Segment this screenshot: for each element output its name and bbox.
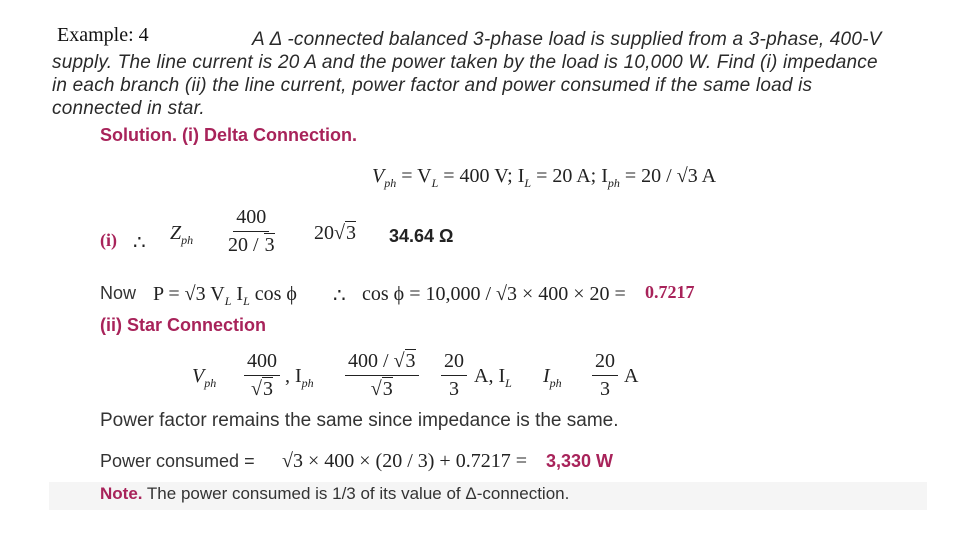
star-f1-denominator: 3 (262, 378, 273, 400)
fraction-denominator-sqrt: 3 (264, 234, 275, 256)
problem-line-4: connected in star. (52, 98, 205, 119)
star-iph2-subscript: ph (549, 376, 562, 390)
problem-line-3: in each branch (ii) the line current, power factor and power consumed if the same load is (52, 75, 813, 96)
vph-symbol: V (372, 165, 385, 187)
power-i: I (236, 283, 244, 305)
star-iph2-symbol: I (543, 365, 550, 387)
star-fraction-2: $\frac{400 / √3}{√3}$ (345, 350, 419, 401)
il-subscript: L (524, 176, 532, 190)
zph-subscript: ph (181, 233, 194, 247)
note-text: The power consumed is 1/3 of its value of Δ-connection. (146, 484, 570, 503)
note-line (100, 484, 569, 504)
star-fraction-3 (441, 350, 467, 401)
problem-line-2: supply. The line current is 20 A and the power taken by the load is 10,000 W. Find (i) impedance (52, 52, 878, 73)
note-label: Note. (100, 484, 143, 503)
star-unit: A (624, 365, 639, 387)
cos-formula: cos ϕ = 10,000 / √3 × 400 × 20 = (362, 283, 626, 305)
power-consumed-result: 3,330 W (546, 451, 614, 471)
impedance-fraction (225, 206, 278, 257)
star-vph (192, 365, 216, 391)
given-eq3: = 20 / √3 A (624, 165, 717, 187)
star-f3-denominator: 3 (449, 378, 459, 400)
power-consumed-label: Power consumed = (100, 451, 255, 471)
star-v-subscript: ph (204, 376, 217, 390)
pf-statement: Power factor remains the same since impedance is the same. (100, 410, 619, 431)
impedance-middle: 20√3 (314, 222, 356, 244)
star-iph (285, 365, 314, 391)
therefore-symbol-2: ∴ (333, 285, 346, 307)
star-f4-denominator: 3 (600, 378, 610, 400)
given-values (372, 165, 716, 191)
part-i-label: (i) (100, 230, 117, 250)
star-f2-denominator: 3 (382, 378, 393, 400)
star-iph-subscript: ph (301, 376, 314, 390)
given-eq1: = V (401, 165, 432, 187)
power-cos: cos ϕ (254, 283, 297, 305)
problem-line-1: A Δ -connected balanced 3-phase load is supplied from a 3-phase, 400-V (252, 29, 882, 50)
star-f4-numerator: 20 (592, 350, 618, 376)
zph-symbol (170, 222, 193, 248)
middle-coefficient: 20 (314, 222, 334, 244)
star-iph-2 (543, 365, 562, 391)
power-sub2: L (243, 294, 250, 308)
impedance-result: 34.64 Ω (389, 226, 454, 246)
middle-sqrt: 3 (345, 222, 356, 244)
power-factor-result: 0.7217 (645, 282, 695, 302)
star-fraction-4 (592, 350, 618, 401)
power-p: P = √3 V (153, 283, 225, 305)
star-il-subscript: L (505, 376, 512, 390)
star-f2-numerator-a: 400 / (348, 350, 394, 372)
given-eq1b: = 400 V; I (443, 165, 525, 187)
solution-heading: Solution. (i) Delta Connection. (100, 125, 357, 145)
star-il-symbol: A, I (474, 365, 506, 387)
power-sub1: L (224, 294, 232, 308)
given-eq2: = 20 A; I (536, 165, 608, 187)
star-fraction-1: $\frac{400}{√3}$ (244, 350, 280, 401)
power-consumed-expr: √3 × 400 × (20 / 3) + 0.7217 = (282, 450, 527, 472)
star-f1-numerator: 400 (244, 350, 280, 376)
star-il (474, 365, 512, 391)
iph-subscript: ph (607, 176, 620, 190)
vl-subscript: L (431, 176, 439, 190)
star-f2-numerator-sqrt: 3 (405, 350, 416, 372)
vph-subscript: ph (384, 176, 397, 190)
star-f3-numerator: 20 (441, 350, 467, 376)
fraction-numerator: 400 (233, 206, 269, 232)
therefore-symbol: ∴ (133, 232, 146, 254)
example-heading: Example: 4 (57, 24, 149, 46)
star-v-symbol: V (192, 365, 205, 387)
star-iph-symbol: , I (285, 365, 302, 387)
now-label: Now (100, 283, 137, 303)
part-ii-heading: (ii) Star Connection (100, 315, 266, 335)
z-symbol: Z (170, 222, 182, 244)
fraction-denominator-a: 20 / (228, 234, 264, 256)
power-formula (153, 283, 297, 309)
